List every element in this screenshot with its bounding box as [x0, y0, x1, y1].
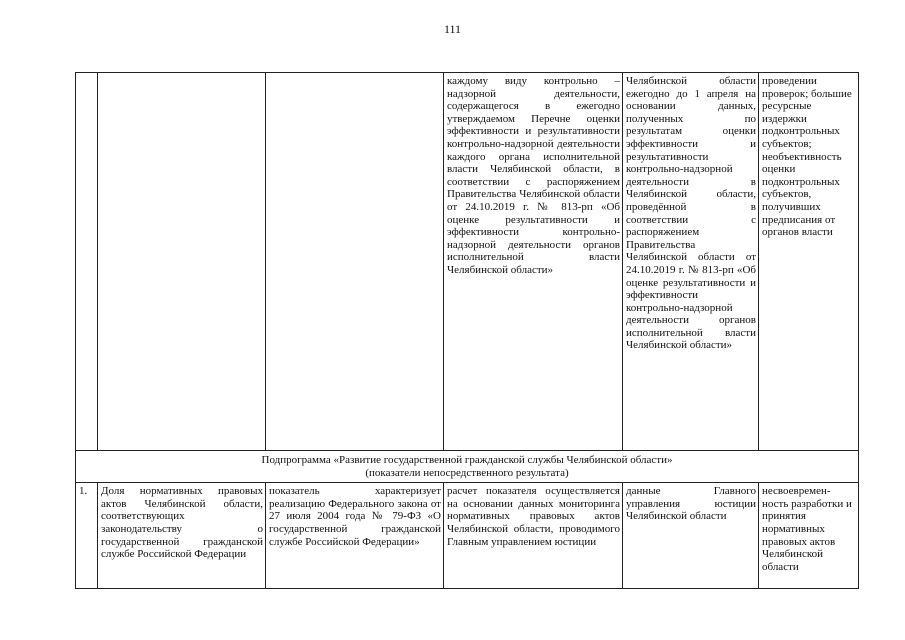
cell-item-risks: несвоевремен-ность разработки и принятия нормативных правовых актов Челябинской области — [759, 483, 859, 589]
cell-risks-continued: проведении проверок; большие ресурсные издержки подконтрольных субъектов; необъективность оценки подконтрольных субъектов, получивших предписания от органов власти — [759, 73, 859, 451]
cell-description-empty — [266, 73, 444, 451]
cell-item-calculation: расчет показателя осуществляется на основании данных мониторинга нормативных правовых актов Челябинской области, проводимого Главным управлением юстиции — [444, 483, 623, 589]
cell-name-empty — [98, 73, 266, 451]
page-number: 111 — [443, 22, 462, 36]
cell-item-source: данные Главного управления юстиции Челябинской области — [623, 483, 759, 589]
cell-item-number: 1. — [76, 483, 98, 589]
subprogram-subtitle: (показатели непосредственного результата) — [365, 466, 569, 479]
subprogram-title: Подпрограмма «Развитие государственной гражданской службы Челябинской области» — [261, 454, 673, 466]
cell-item-name: Доля нормативных правовых актов Челябинской области, соответствующих законодательству о государственной гражданской службе Российской Федерации — [98, 483, 266, 589]
cell-calculation-continued: каждому виду контрольно – надзорной деятельности, содержащегося в ежегодно утверждаемом Перечне оценки эффективности и результативности контрольно-надзорной деятельности каждого органа исполнительной власти Челябинской области, в соответствии с распоряжением Правительства Челябинской области от 24.10.2019 г. № 813-рп «Об оценке результативности и эффективности контрольно-надзорной деятельности органов исполнительной власти Челябинской области» — [444, 73, 623, 451]
cell-item-description: показатель характеризует реализацию Федерального закона от 27 июля 2004 года № 79-ФЗ «О государственной гражданской службе Российской Федерации» — [266, 483, 444, 589]
indicator-table — [75, 72, 859, 589]
subprogram-header-cell — [76, 451, 859, 483]
cell-source-continued: Челябинской области ежегодно до 1 апреля на основании данных, полученных по результатам оценки эффективности и результативности контрольно-надзорной деятельности в Челябинской области, проведённой в соответствии с распоряжением Правительства Челябинской области от 24.10.2019 г. № 813-рп «Об оценке результативности и эффективности контрольно-надзорной деятельности органов исполнительной власти Челябинской области» — [623, 73, 759, 451]
cell-number-empty — [76, 73, 98, 451]
subprogram-header-row — [76, 451, 859, 483]
table-row-item-1 — [76, 483, 859, 589]
table-row-continuation — [76, 73, 859, 451]
